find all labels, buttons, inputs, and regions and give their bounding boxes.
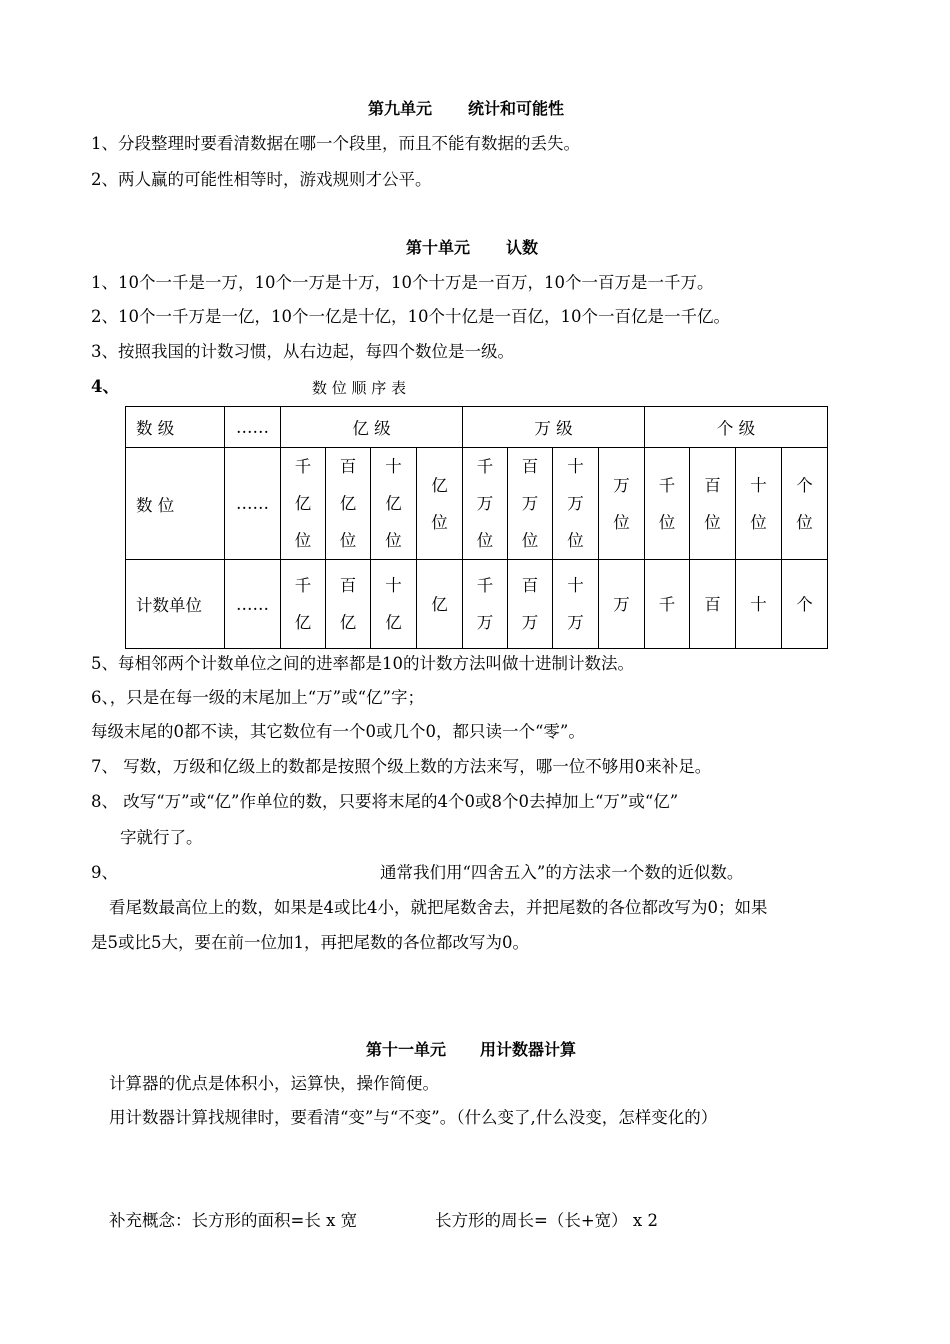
unit10-item-2: 2、10个一千万是一亿，10个一亿是十亿，10个十亿是一百亿，10个一百亿是一千亿。 [91, 307, 730, 326]
unit10-item-4-label: 4、 [91, 377, 119, 396]
table-row-levels [126, 407, 828, 448]
row-label-places: 数 位 [126, 448, 225, 560]
unit-cell: 个 [782, 560, 828, 649]
place-cell: 十亿位 [371, 448, 417, 560]
supplement-perimeter: 长方形的周长=（长+宽） x 2 [435, 1211, 658, 1230]
unit11-title: 第十一单元 [366, 1040, 447, 1059]
place-cell: 万位 [599, 448, 645, 560]
unit10-item-6b: 每级末尾的0都不读，其它数位有一个0或几个0，都只读一个“零”。 [91, 722, 585, 741]
row-label-levels: 数 级 [126, 407, 225, 448]
group-yi: 亿 级 [281, 407, 463, 448]
ellipsis-cell: …… [225, 448, 281, 560]
unit-cell: 亿 [417, 560, 463, 649]
unit-cell: 百万 [508, 560, 553, 649]
unit10-item-8: 8、 改写“万”或“亿”作单位的数，只要将末尾的4个0或8个0去掉加上“万”或“亿” [91, 792, 679, 811]
unit9-title: 第九单元 [368, 99, 433, 118]
ellipsis-cell: …… [225, 560, 281, 649]
row-label-units: 计数单位 [126, 560, 225, 649]
place-value-table [125, 406, 828, 649]
unit10-item-9b: 看尾数最高位上的数，如果是4或比4小，就把尾数舍去，并把尾数的各位都改写为0；如果 [109, 898, 768, 917]
place-cell: 十万位 [553, 448, 599, 560]
unit10-item-1: 1、10个一千是一万，10个一万是十万，10个十万是一百万，10个一百万是一千万。 [91, 273, 714, 292]
unit-cell: 百 [690, 560, 736, 649]
unit10-item-9c: 是5或比5大，要在前一位加1，再把尾数的各位都改写为0。 [91, 933, 529, 952]
unit10-item-6: 6、，只是在每一级的末尾加上“万”或“亿”字； [91, 688, 424, 707]
unit-cell: 千 [645, 560, 690, 649]
unit11-subtitle: 用计数器计算 [480, 1040, 577, 1059]
unit10-item-5: 5、每相邻两个计数单位之间的进率都是10的计数方法叫做十进制计数法。 [91, 654, 634, 673]
unit10-heading [406, 238, 538, 258]
unit11-line-2: 用计数器计算找规律时，要看清“变”与“不变”。（什么变了,什么没变，怎样变化的） [109, 1108, 718, 1127]
unit-cell: 十万 [553, 560, 599, 649]
place-cell: 千位 [645, 448, 690, 560]
place-cell: 亿位 [417, 448, 463, 560]
unit11-line-1: 计算器的优点是体积小，运算快，操作简便。 [109, 1074, 439, 1093]
table-row-units [126, 560, 828, 649]
place-cell: 千万位 [463, 448, 508, 560]
unit11-heading [366, 1040, 576, 1060]
table-title: 数 位 顺 序 表 [312, 379, 407, 397]
group-wan: 万 级 [463, 407, 645, 448]
unit-cell: 十 [736, 560, 782, 649]
unit10-title: 第十单元 [406, 238, 471, 257]
place-cell: 百亿位 [326, 448, 371, 560]
unit10-item-8b: 字就行了。 [120, 828, 203, 847]
supplement-area: 补充概念：长方形的面积=长 x 宽 [109, 1211, 358, 1230]
unit10-item-9: 通常我们用“四舍五入”的方法求一个数的近似数。 [380, 863, 744, 882]
unit9-item-2: 2、两人赢的可能性相等时，游戏规则才公平。 [91, 170, 432, 189]
place-cell: 百万位 [508, 448, 553, 560]
unit10-item-3: 3、按照我国的计数习惯，从右边起，每四个数位是一级。 [91, 342, 514, 361]
ellipsis-cell: …… [225, 407, 281, 448]
unit-cell: 千亿 [281, 560, 326, 649]
unit-cell: 百亿 [326, 560, 371, 649]
place-cell: 十位 [736, 448, 782, 560]
place-cell: 百位 [690, 448, 736, 560]
unit10-subtitle: 认数 [506, 238, 539, 257]
unit9-subtitle: 统计和可能性 [468, 99, 565, 118]
unit-cell: 十亿 [371, 560, 417, 649]
table-row-places [126, 448, 828, 560]
unit-cell: 千万 [463, 560, 508, 649]
unit-cell: 万 [599, 560, 645, 649]
place-cell: 千亿位 [281, 448, 326, 560]
place-cell: 个位 [782, 448, 828, 560]
unit9-heading [368, 99, 564, 119]
group-ge: 个 级 [645, 407, 828, 448]
unit10-item-7: 7、 写数，万级和亿级上的数都是按照个级上数的方法来写，哪一位不够用0来补足。 [91, 757, 712, 776]
unit9-item-1: 1、分段整理时要看清数据在哪一个段里，而且不能有数据的丢失。 [91, 134, 580, 153]
unit10-item-9-label: 9、 [91, 863, 118, 882]
